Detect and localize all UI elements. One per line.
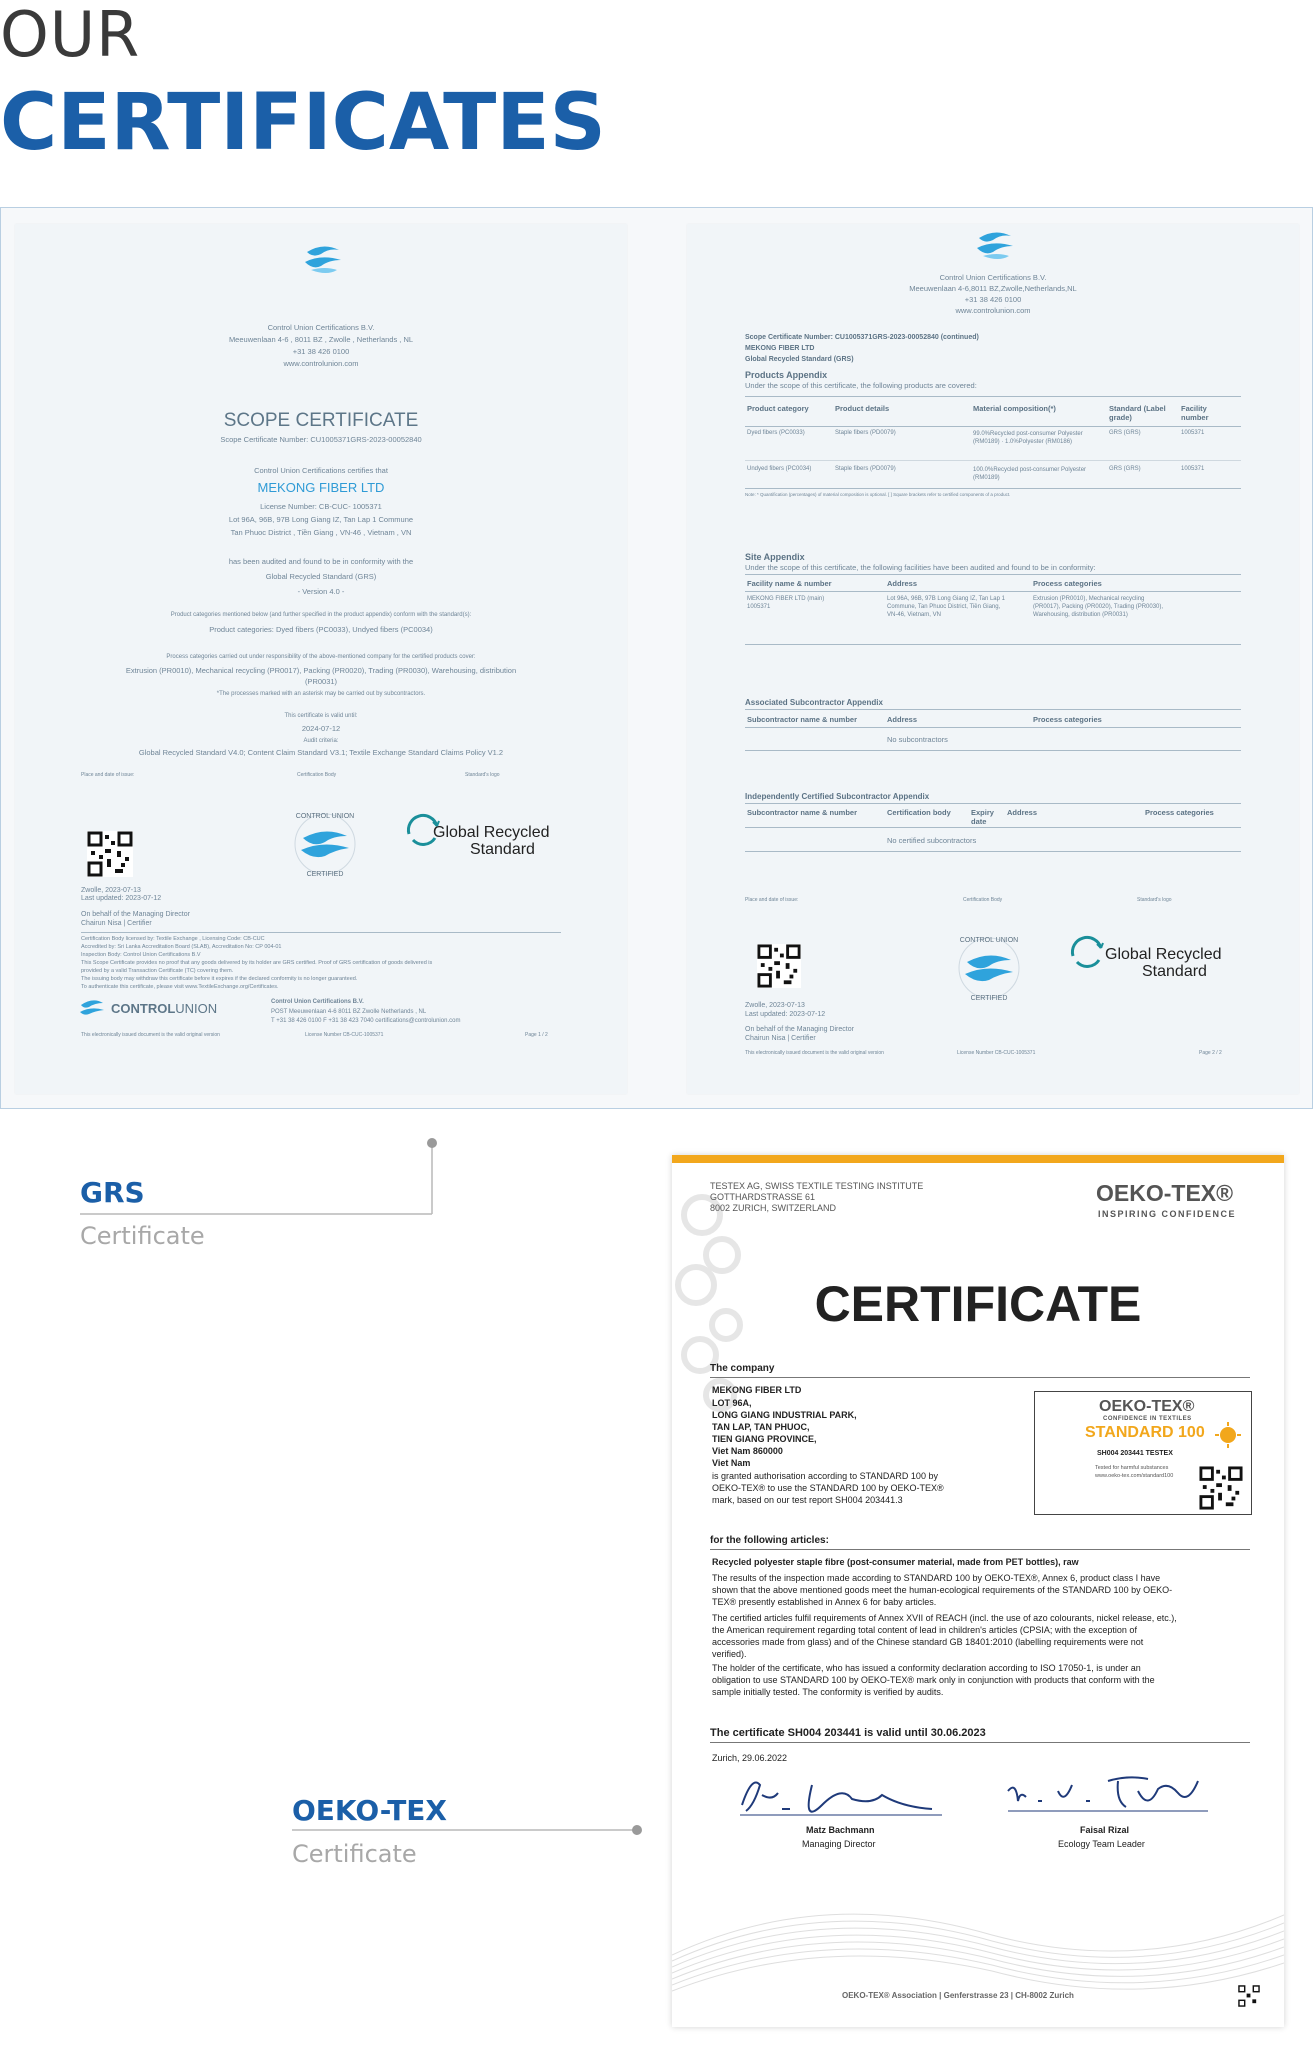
scope-certificate-title: SCOPE CERTIFICATE — [223, 410, 419, 431]
qr-code-icon — [757, 944, 801, 988]
company-line-2: LOT 96A, — [712, 1398, 752, 1408]
cu-address-2: Meeuwenlaan 4-6,8011 BZ,Zwolle,Netherlands,NL — [909, 284, 1077, 293]
process-categories-1: Extrusion (PR0010), Mechanical recycling (PR0017), Packing (PR0020), Trading (PR0030), Warehousing, distribution — [125, 666, 517, 675]
grs-logo-text-2: Standard — [470, 841, 535, 858]
sub-col-address: Address — [887, 715, 918, 724]
label-standard-100: STANDARD 100 — [1085, 1424, 1205, 1441]
place-date: Zurich, 29.06.2022 — [712, 1753, 788, 1763]
oeko-top-bar — [672, 1155, 1284, 1163]
products-row-2-material: 100.0%Recycled post-consumer Polyester (RM0189) — [973, 467, 1087, 481]
scope-certificate-number: Scope Certificate Number: CU1005371GRS-2023-00052840 — [220, 435, 422, 444]
site-col-facility: Facility name & number — [747, 579, 832, 588]
site-row-address: Lot 96A, 96B, 97B Long Giang IZ, Tan Lap 1 Commune, Tan Phuoc District, Tiền Giang, VN-46, Vietnam, VN — [887, 596, 1005, 618]
audit-criteria-label: Audit criteria: — [303, 738, 339, 744]
footer-page: Page 2 / 2 — [1199, 1050, 1222, 1056]
label-confidence: CONFIDENCE IN TEXTILES — [1103, 1416, 1192, 1422]
signature-matz-bachmann — [732, 1765, 952, 1825]
license-number: License Number: CB-CUC- 1005371 — [260, 502, 382, 511]
products-col-material: Material composition(*) — [973, 404, 1056, 413]
fine-print-1: Certification Body licensed by: Textile Exchange , Licensing Code: CB-CUC — [81, 936, 265, 942]
oeko-standard-100-label — [1034, 1391, 1252, 1515]
articles-label: for the following articles: — [710, 1535, 829, 1546]
company-name: MEKONG FIBER LTD — [745, 345, 815, 352]
oeko-label-title: OEKO-TEX — [292, 1794, 448, 1827]
subcontractor-appendix-title: Associated Subcontractor Appendix — [745, 698, 883, 707]
qr-code-icon — [1199, 1466, 1243, 1510]
products-col-category: Product category — [747, 404, 809, 413]
para3-line-2: obligation to use STANDARD 100 by OEKO-TEX® mark only in conjunction with products that conform with the — [712, 1675, 1155, 1685]
qr-code-icon — [87, 831, 133, 877]
footer-license: License Number CB-CUC-1005371 — [957, 1050, 1036, 1056]
signer-2-name: Faisal Rizal — [1080, 1825, 1130, 1835]
cu-footer-brand-bold: CONTROL — [111, 1001, 176, 1016]
sub-col-process: Process categories — [1033, 715, 1102, 724]
heading-certificates: CERTIFICATES — [0, 78, 606, 168]
sun-badge-icon — [1215, 1422, 1241, 1448]
products-row-1-category: Dyed fibers (PC0033) — [747, 430, 805, 436]
grs-certificate-image — [0, 207, 1313, 1109]
oeko-brand: OEKO-TEX® — [1096, 1180, 1234, 1206]
seal-bottom-text: CERTIFIED — [970, 995, 1008, 1002]
site-col-address: Address — [887, 579, 918, 588]
cu-address-4: www.controlunion.com — [283, 359, 359, 368]
sign-line-1: Zwolle, 2023-07-13 — [745, 1002, 805, 1009]
para1-line-1: The results of the inspection made according to STANDARD 100 by OEKO-TEX®, Annex 6, product class I have — [712, 1573, 1161, 1583]
heading-our: OUR — [0, 0, 141, 71]
granted-line-1: is granted authorisation according to STANDARD 100 by — [712, 1471, 938, 1481]
granted-line-2: OEKO-TEX® to use the STANDARD 100 by OEKO-TEX® — [712, 1483, 944, 1493]
grs-logo-text-1: Global Recycled — [433, 824, 550, 841]
process-categories-2: (PR0031) — [304, 677, 338, 686]
para3-line-3: sample initially tested. The conformity is verified by audits. — [712, 1687, 944, 1697]
oeko-footer: OEKO-TEX® Association | Genferstrasse 23 | CH-8002 Zurich — [842, 1991, 1074, 2000]
granted-line-3: mark, based on our test report SH004 203441.3 — [712, 1495, 903, 1505]
sign-line-3: On behalf of the Managing Director — [745, 1026, 854, 1033]
place-date-label: Place and date of issue: — [81, 772, 135, 778]
fine-print-4: This Scope Certificate provides no proof that any goods delivered by its holder are GRS certified. Proof of GRS certification of goods delivered is — [81, 960, 433, 966]
product-categories: Product categories: Dyed fibers (PC0033), Undyed fibers (PC0034) — [209, 625, 433, 634]
footer-note: This electronically issued document is the valid original version — [745, 1050, 884, 1056]
label-url: www.oeko-tex.com/standard100 — [1095, 1473, 1174, 1479]
ind-col-body: Certification body — [887, 808, 951, 817]
grs-label-title: GRS — [80, 1176, 145, 1209]
audit-criteria: Global Recycled Standard V4.0; Content Claim Standard V3.1; Textile Exchange Standard Claims Policy V1.2 — [138, 748, 504, 757]
company-line-3: LONG GIANG INDUSTRIAL PARK, — [712, 1410, 857, 1420]
company-address-2: Tan Phuoc District , Tiền Giang , VN-46 , Vietnam , VN — [230, 528, 412, 537]
standard-version: - Version 4.0 - — [297, 587, 345, 596]
audited-text: has been audited and found to be in conformity with the — [228, 557, 414, 566]
footer-post: POST Meeuwenlaan 4-6 8011 BZ Zwolle Netherlands , NL — [271, 1009, 427, 1015]
signature-faisal-rizal — [998, 1761, 1218, 1821]
fine-print-2: Accredited by: Sri Lanka Accreditation Board (SLAB), Accreditation No: CP 004-01 — [81, 944, 282, 950]
valid-until: The certificate SH004 203441 is valid until 30.06.2023 — [710, 1727, 986, 1739]
control-union-seal-icon — [285, 804, 365, 884]
sign-line-2: Last updated: 2023-07-12 — [745, 1011, 826, 1018]
no-subcontractors: No subcontractors — [887, 735, 948, 744]
para1-line-3: TEX® presently established in Annex 6 for baby articles. — [712, 1597, 937, 1607]
site-row-process: Extrusion (PR0010), Mechanical recycling (PR0017), Packing (PR0020), Trading (PR0030), Warehousing, distribution (PR0031) — [1033, 596, 1164, 618]
scope-line: Scope Certificate Number: CU1005371GRS-2023-00052840 (continued) — [745, 334, 979, 341]
fine-print-3: Inspection Body: Control Union Certifications B.V — [81, 952, 201, 958]
oeko-tex-certificate-image — [672, 1155, 1284, 2027]
products-col-facility: Facility number — [1181, 404, 1209, 422]
sign-line-4: Chairun Nisa | Certifier — [745, 1035, 816, 1042]
product-note: Product categories mentioned below (and further specified in the product appendix) conform with the standard(s): — [170, 612, 472, 618]
signer-2-role: Ecology Team Leader — [1058, 1839, 1145, 1849]
site-appendix-title: Site Appendix — [745, 552, 805, 562]
process-note: Process categories carried out under responsibility of the above-mentioned company for the certified products cover: — [166, 654, 476, 660]
site-appendix-sub: Under the scope of this certificate, the following facilities have been audited and found to be in conformity: — [745, 563, 1096, 572]
cu-footer-brand-light: UNION — [175, 1001, 218, 1016]
oeko-tagline: INSPIRING CONFIDENCE — [1098, 1209, 1237, 1219]
products-row-1-material: 99.0%Recycled post-consumer Polyester (RM0189) · 1.0%Polyester (RM0186) — [973, 431, 1083, 445]
products-appendix-title: Products Appendix — [745, 370, 828, 380]
article-text: Recycled polyester staple fibre (post-consumer material, made from PET bottles), raw — [712, 1557, 1079, 1567]
company-label: The company — [710, 1363, 775, 1374]
site-row-facility: MEKONG FIBER LTD (main) 1005371 — [747, 596, 825, 610]
sign-line-1: Zwolle, 2023-07-13 — [81, 887, 141, 894]
signer-1-role: Managing Director — [802, 1839, 876, 1849]
cert-body-label: Certification Body — [963, 897, 1003, 903]
label-number: SH004 203441 TESTEX — [1097, 1450, 1173, 1457]
products-row-1-standard: GRS (GRS) — [1109, 430, 1141, 436]
seal-bottom-text: CERTIFIED — [306, 871, 344, 878]
grs-label-subtitle: Certificate — [80, 1222, 205, 1250]
ind-col-process: Process categories — [1145, 808, 1214, 817]
para1-line-2: shown that the above mentioned goods meet the human-ecological requirements of the STANDARD 100 by OEKO- — [712, 1585, 1173, 1595]
para2-line-4: verified). — [712, 1649, 747, 1659]
control-union-seal-icon — [949, 928, 1029, 1008]
label-brand: OEKO-TEX® — [1099, 1398, 1195, 1415]
company-name: MEKONG FIBER LTD — [257, 480, 385, 495]
cu-footer-brand — [111, 1001, 217, 1016]
place-date-label: Place and date of issue: — [745, 897, 799, 903]
company-line-5: TIEN GIANG PROVINCE, — [712, 1434, 817, 1444]
company-line-7: Viet Nam — [712, 1458, 751, 1468]
footer-phone: T +31 38 426 0100 F +31 38 423 7040 certifications@controlunion.com — [271, 1018, 461, 1024]
seal-top-text: CONTROL UNION — [295, 813, 355, 820]
para2-line-1: The certified articles fulfil requirements of Annex XVII of REACH (incl. the use of azo colourants, nickel release, etc.), — [712, 1613, 1177, 1623]
standard-name: Global Recycled Standard (GRS) — [745, 356, 854, 363]
products-row-2-details: Staple fibers (PD0079) — [835, 466, 896, 472]
sign-line-2: Last updated: 2023-07-12 — [81, 895, 162, 902]
valid-until-date: 2024-07-12 — [301, 724, 341, 733]
no-certified-subcontractors: No certified subcontractors — [887, 836, 977, 845]
label-tested: Tested for harmful substances — [1095, 1465, 1169, 1471]
footer-page: Page 1 / 2 — [525, 1032, 548, 1038]
cert-body-label: Certification Body — [297, 772, 337, 778]
ind-col-name: Subcontractor name & number — [747, 808, 858, 817]
products-row-2-facility: 1005371 — [1181, 466, 1205, 472]
grs-scope-certificate-page-1 — [15, 224, 627, 1094]
ind-col-expiry: Expiry date — [971, 808, 994, 826]
standard-name: Global Recycled Standard (GRS) — [265, 572, 377, 581]
fine-print-7: To authenticate this certificate, please visit www.TextileExchange.org/Certificates. — [81, 984, 279, 990]
grs-logo-text-2: Standard — [1142, 963, 1207, 980]
control-union-footer-logo-icon — [79, 997, 105, 1019]
para3-line-1: The holder of the certificate, who has issued a conformity declaration according to ISO 17050-1, is under an — [712, 1663, 1141, 1673]
sub-col-name: Subcontractor name & number — [747, 715, 858, 724]
independent-appendix-title: Independently Certified Subcontractor Appendix — [745, 792, 930, 801]
cu-address-3: +31 38 426 0100 — [292, 347, 350, 356]
products-row-1-facility: 1005371 — [1181, 430, 1205, 436]
company-address-1: Lot 96A, 96B, 97B Long Giang IZ, Tan Lap 1 Commune — [228, 515, 414, 524]
cu-address-3: +31 38 426 0100 — [964, 295, 1022, 304]
sign-line-3: On behalf of the Managing Director — [81, 911, 190, 918]
grs-logo-text-1: Global Recycled — [1105, 946, 1222, 963]
control-union-logo-icon — [975, 228, 1015, 266]
products-note: Note: * Quantification (percentages) of material composition is optional. [ ] Square brackets refer to certified components of a product. — [745, 492, 1011, 497]
company-line-1: MEKONG FIBER LTD — [712, 1385, 802, 1395]
para2-line-3: accessories made from glass) and of the Chinese standard GB 18401:2010 (labelling requirements were not — [712, 1637, 1144, 1647]
valid-until-label: This certificate is valid until: — [284, 713, 358, 719]
para2-line-2: the American requirement regarding total content of lead in children's articles (CPSIA; with the exception of — [712, 1625, 1137, 1635]
products-row-2-category: Undyed fibers (PC0034) — [747, 466, 812, 472]
institute-line-1: TESTEX AG, SWISS TEXTILE TESTING INSTITUTE — [710, 1181, 924, 1191]
control-union-logo-icon — [303, 242, 343, 280]
footer-company: Control Union Certifications B.V. — [271, 999, 364, 1005]
cu-address-2: Meeuwenlaan 4-6 , 8011 BZ , Zwolle , Netherlands , NL — [228, 335, 414, 344]
asterisk-note: *The processes marked with an asterisk may be carried out by subcontractors. — [216, 691, 426, 697]
signer-1-name: Matz Bachmann — [806, 1825, 875, 1835]
std-logo-label: Standard's logo — [1137, 897, 1172, 903]
products-row-1-details: Staple fibers (PD0079) — [835, 430, 896, 436]
cu-address-1: Control Union Certifications B.V. — [939, 273, 1047, 282]
company-line-4: TAN LAP, TAN PHUOC, — [712, 1422, 810, 1432]
products-appendix-sub: Under the scope of this certificate, the following products are covered: — [745, 381, 977, 390]
footer-license: License Number CB-CUC-1005371 — [305, 1032, 384, 1038]
fine-print-6: The issuing body may withdraw this certificate before it expires if the declared conformity is no longer guaranteed. — [81, 976, 358, 982]
oeko-wave-pattern-icon — [672, 1875, 1284, 2005]
institute-line-2: GOTTHARDSTRASSE 61 — [710, 1192, 816, 1202]
sign-line-4: Chairun Nisa | Certifier — [81, 920, 152, 927]
std-logo-label: Standard's logo — [465, 772, 500, 778]
footer-note: This electronically issued document is the valid original version — [81, 1032, 220, 1038]
grs-scope-certificate-page-2 — [687, 224, 1299, 1094]
institute-line-3: 8002 ZURICH, SWITZERLAND — [710, 1203, 837, 1213]
oeko-label-subtitle: Certificate — [292, 1840, 417, 1868]
cu-address-1: Control Union Certifications B.V. — [267, 323, 375, 332]
fine-print-5: provided by a valid Transaction Certificate (TC) covering them. — [81, 968, 234, 974]
products-row-2-standard: GRS (GRS) — [1109, 466, 1141, 472]
site-col-process: Process categories — [1033, 579, 1102, 588]
seal-top-text: CONTROL UNION — [959, 937, 1019, 944]
ind-col-address: Address — [1007, 808, 1038, 817]
company-line-6: Viet Nam 860000 — [712, 1446, 783, 1456]
certifies-text: Control Union Certifications certifies that — [254, 466, 388, 475]
cu-address-4: www.controlunion.com — [955, 306, 1031, 315]
qr-code-icon — [1238, 1985, 1260, 2007]
grs-logo-icon — [1069, 934, 1105, 970]
products-col-standard: Standard (Label grade) — [1109, 404, 1166, 422]
oeko-certificate-title: CERTIFICATE — [814, 1276, 1142, 1332]
products-col-details: Product details — [835, 404, 890, 413]
